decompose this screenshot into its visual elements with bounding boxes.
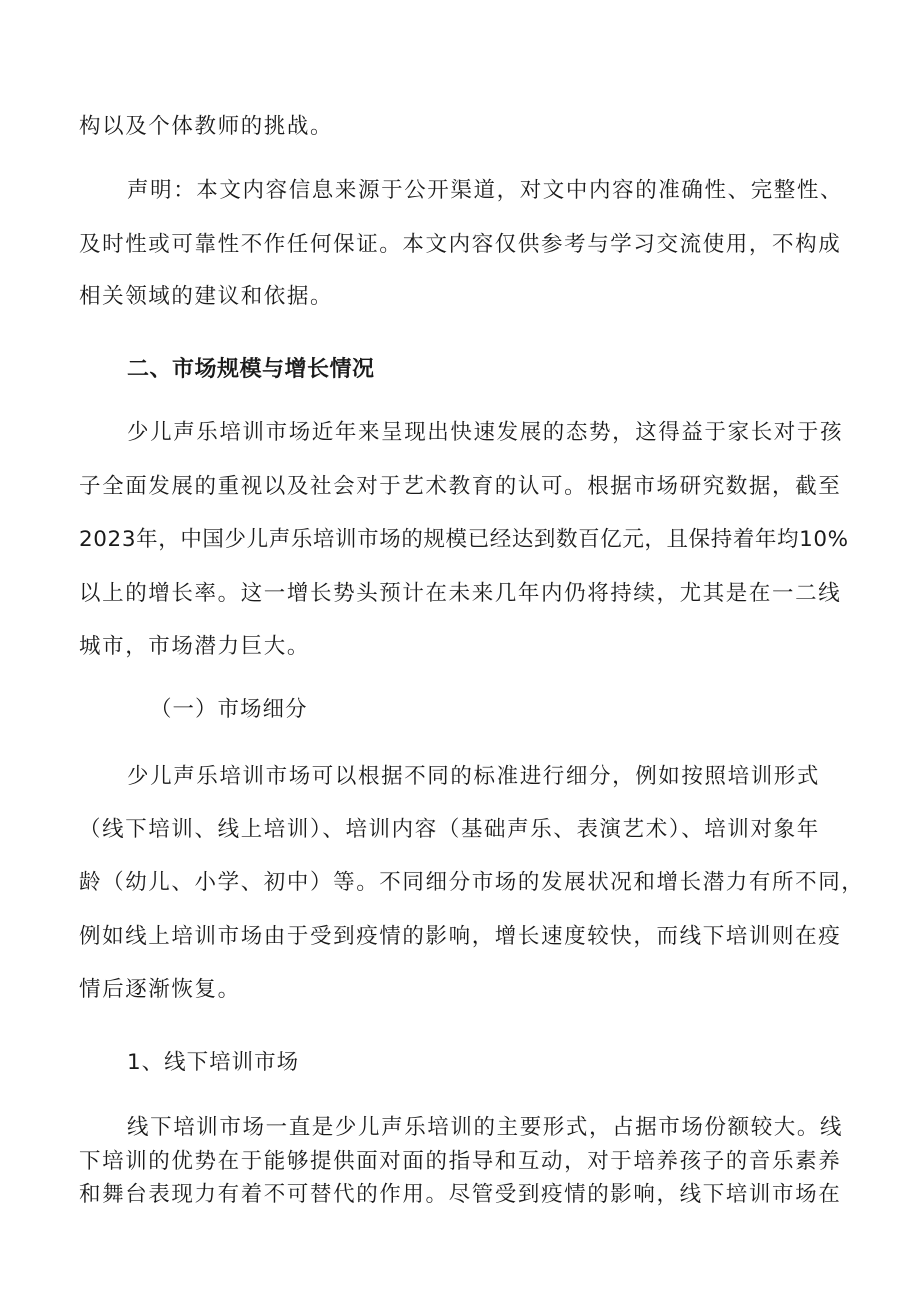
item-paragraph-line: 线下培训市场一直是少儿声乐培训的主要形式，占据市场份额较大。线: [127, 1115, 844, 1140]
subsection-paragraph-line: （线下培训、线上培训）、培训内容（基础声乐、表演艺术）、培训对象年: [79, 817, 820, 842]
disclaimer-line: 及时性或可靠性不作任何保证。本文内容仅供参考与学习交流使用，不构成: [79, 232, 842, 257]
section-heading: 二、市场规模与增长情况: [127, 357, 375, 382]
subsection-heading: （一）市场细分: [150, 697, 308, 722]
subsection-paragraph-line: 例如线上培训市场由于受到疫情的影响，增长速度较快，而线下培训则在疫: [79, 924, 842, 949]
section-paragraph-line: 城市，市场潜力巨大。: [79, 634, 311, 659]
subsection-paragraph-line: 龄（幼儿、小学、初中）等。不同细分市场的发展状况和增长潜力有所不同，: [79, 870, 865, 895]
intro-paragraph-line: 构以及个体教师的挑战。: [79, 114, 334, 139]
section-paragraph-line: 子全面发展的重视以及社会对于艺术教育的认可。根据市场研究数据，截至: [79, 474, 842, 499]
subsection-paragraph-line: 情后逐渐恢复。: [79, 977, 241, 1002]
section-paragraph-line: 少儿声乐培训市场近年来呈现出快速发展的态势，这得益于家长对于孩: [127, 420, 844, 445]
item-heading: 1、线下培训市场: [127, 1050, 300, 1075]
item-paragraph-line: 下培训的优势在于能够提供面对面的指导和互动，对于培养孩子的音乐素养: [79, 1149, 842, 1174]
disclaimer-line: 相关领域的建议和依据。: [79, 284, 334, 309]
section-paragraph-line: 2023年，中国少儿声乐培训市场的规模已经达到数百亿元，且保持着年均10%: [79, 527, 849, 552]
item-paragraph-line: 和舞台表现力有着不可替代的作用。尽管受到疫情的影响，线下培训市场在: [79, 1182, 842, 1207]
section-paragraph-line: 以上的增长率。这一增长势头预计在未来几年内仍将持续，尤其是在一二线: [79, 581, 842, 606]
subsection-paragraph-line: 少儿声乐培训市场可以根据不同的标准进行细分，例如按照培训形式: [127, 764, 821, 789]
disclaimer-line: 声明：本文内容信息来源于公开渠道，对文中内容的准确性、完整性、: [127, 178, 844, 203]
